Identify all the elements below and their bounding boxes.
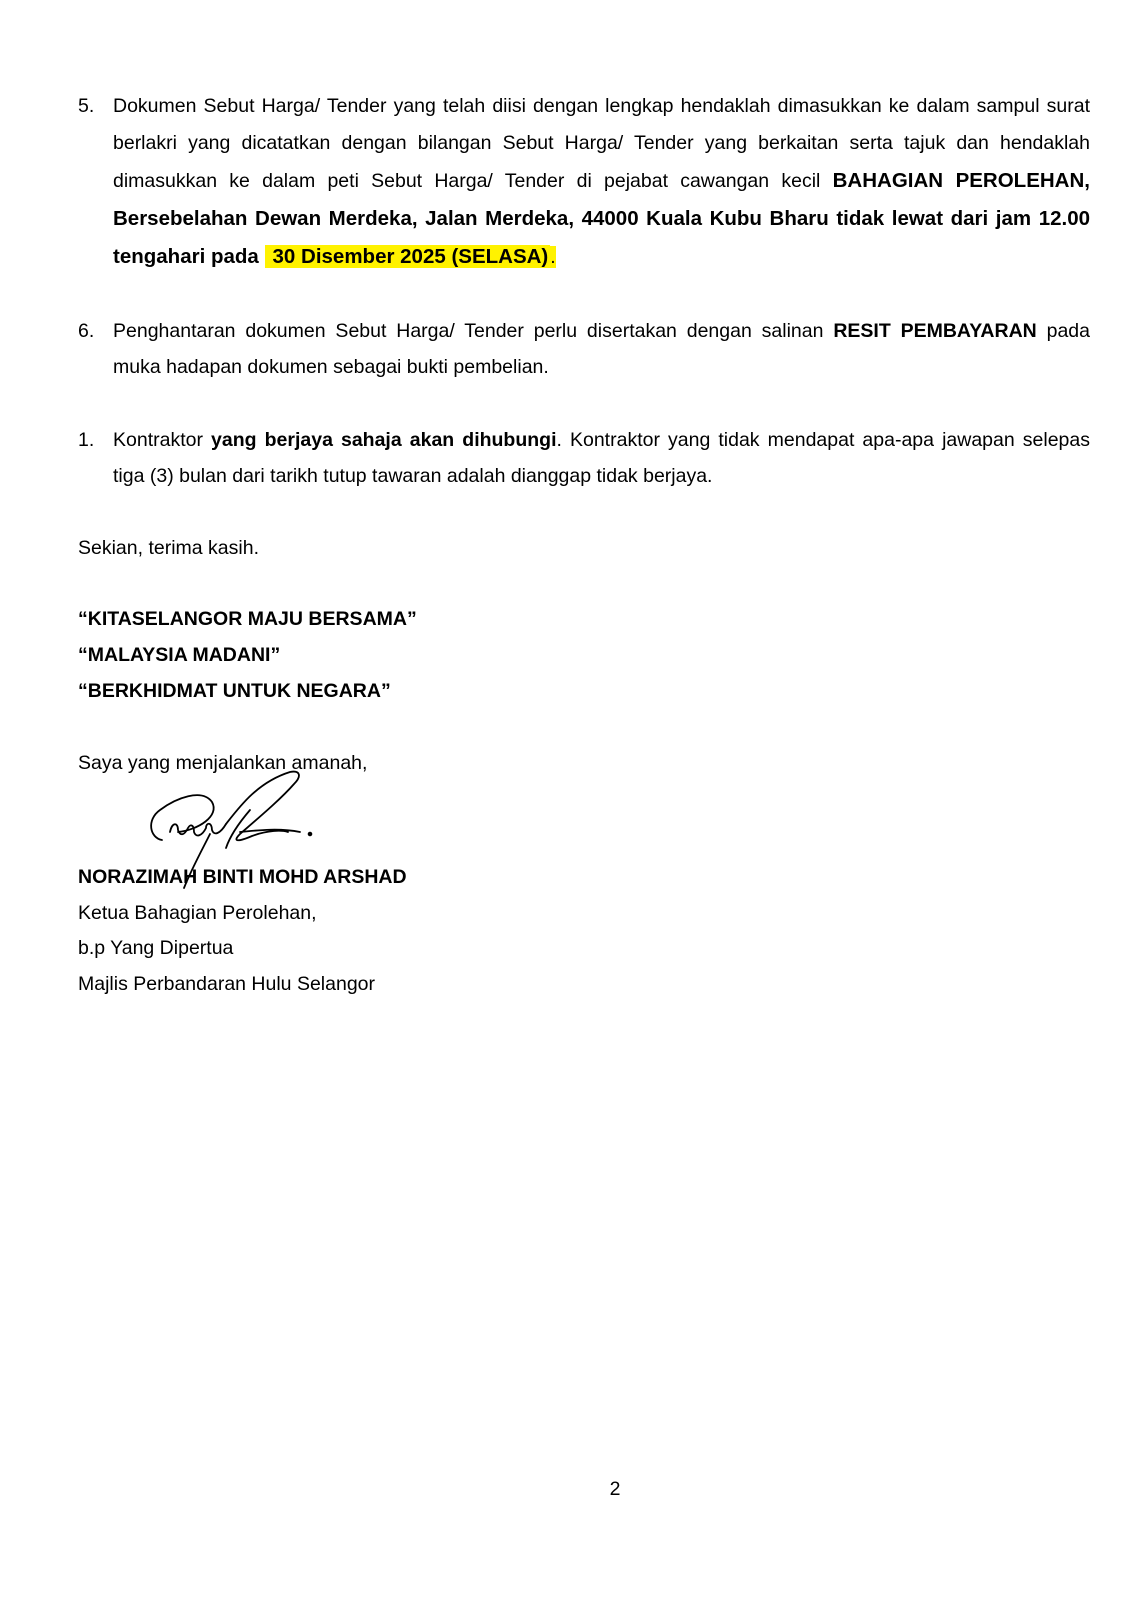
list-item-bold-text: yang berjaya sahaja akan dihubungi: [211, 429, 557, 451]
list-item-text-end: pada muka hadapan dokumen sebagai bukti pembelian.: [113, 320, 1090, 378]
list-item-text-end: . Kontraktor yang tidak mendapat apa-apa jawapan selepas tiga (3) bulan dari tarikh tutup tawaran adalah dianggap tidak berjaya.: [113, 429, 1090, 487]
signatory-organization: Majlis Perbandaran Hulu Selangor: [78, 973, 376, 995]
page-number: 2: [609, 1478, 621, 1500]
slogan-line: “MALAYSIA MADANI”: [78, 644, 281, 666]
list-item-number: 6.: [78, 320, 95, 342]
slogan-line: “BERKHIDMAT UNTUK NEGARA”: [78, 680, 391, 702]
list-item-body: [113, 313, 1090, 385]
list-item-text-end: .: [550, 246, 556, 268]
list-item-5: [78, 88, 1090, 276]
list-item-1: [78, 422, 1090, 494]
list-item-text: Penghantaran dokumen Sebut Harga/ Tender perlu disertakan dengan salinan: [113, 320, 834, 342]
signatory-title: Ketua Bahagian Perolehan,: [78, 902, 317, 924]
signatory-name: NORAZIMAH BINTI MOHD ARSHAD: [78, 866, 407, 888]
list-item-body: [113, 422, 1090, 494]
list-item-text: Kontraktor: [113, 429, 212, 451]
closing-remark: Sekian, terima kasih.: [78, 537, 259, 559]
list-item-6: [78, 313, 1090, 385]
amanah-line: Saya yang menjalankan amanah,: [78, 752, 368, 774]
slogan-line: “KITASELANGOR MAJU BERSAMA”: [78, 608, 417, 630]
list-item-number: 1.: [78, 429, 95, 451]
list-item-bold-text: BAHAGIAN PEROLEHAN, Bersebelahan Dewan Merdeka, Jalan Merdeka, 44000 Kuala Kubu Bharu tidak lewat dari jam 12.00 tengahari pada: [113, 169, 1090, 268]
list-item-bold-text: RESIT PEMBAYARAN: [833, 320, 1037, 342]
list-item-number: 5.: [78, 95, 95, 117]
list-item-text: Dokumen Sebut Harga/ Tender yang telah diisi dengan lengkap hendaklah dimasukkan ke dalam sampul surat berlakri yang dicatatkan dengan bilangan Sebut Harga/ Tender yang berkaitan serta tajuk dan hendaklah dimasukkan ke dalam peti Sebut Harga/ Tender di pejabat cawangan kecil: [113, 95, 1090, 192]
list-item-body: [113, 88, 1090, 276]
signatory-on-behalf: b.p Yang Dipertua: [78, 937, 234, 959]
deadline-highlight: 30 Disember 2025 (SELASA): [265, 245, 551, 268]
